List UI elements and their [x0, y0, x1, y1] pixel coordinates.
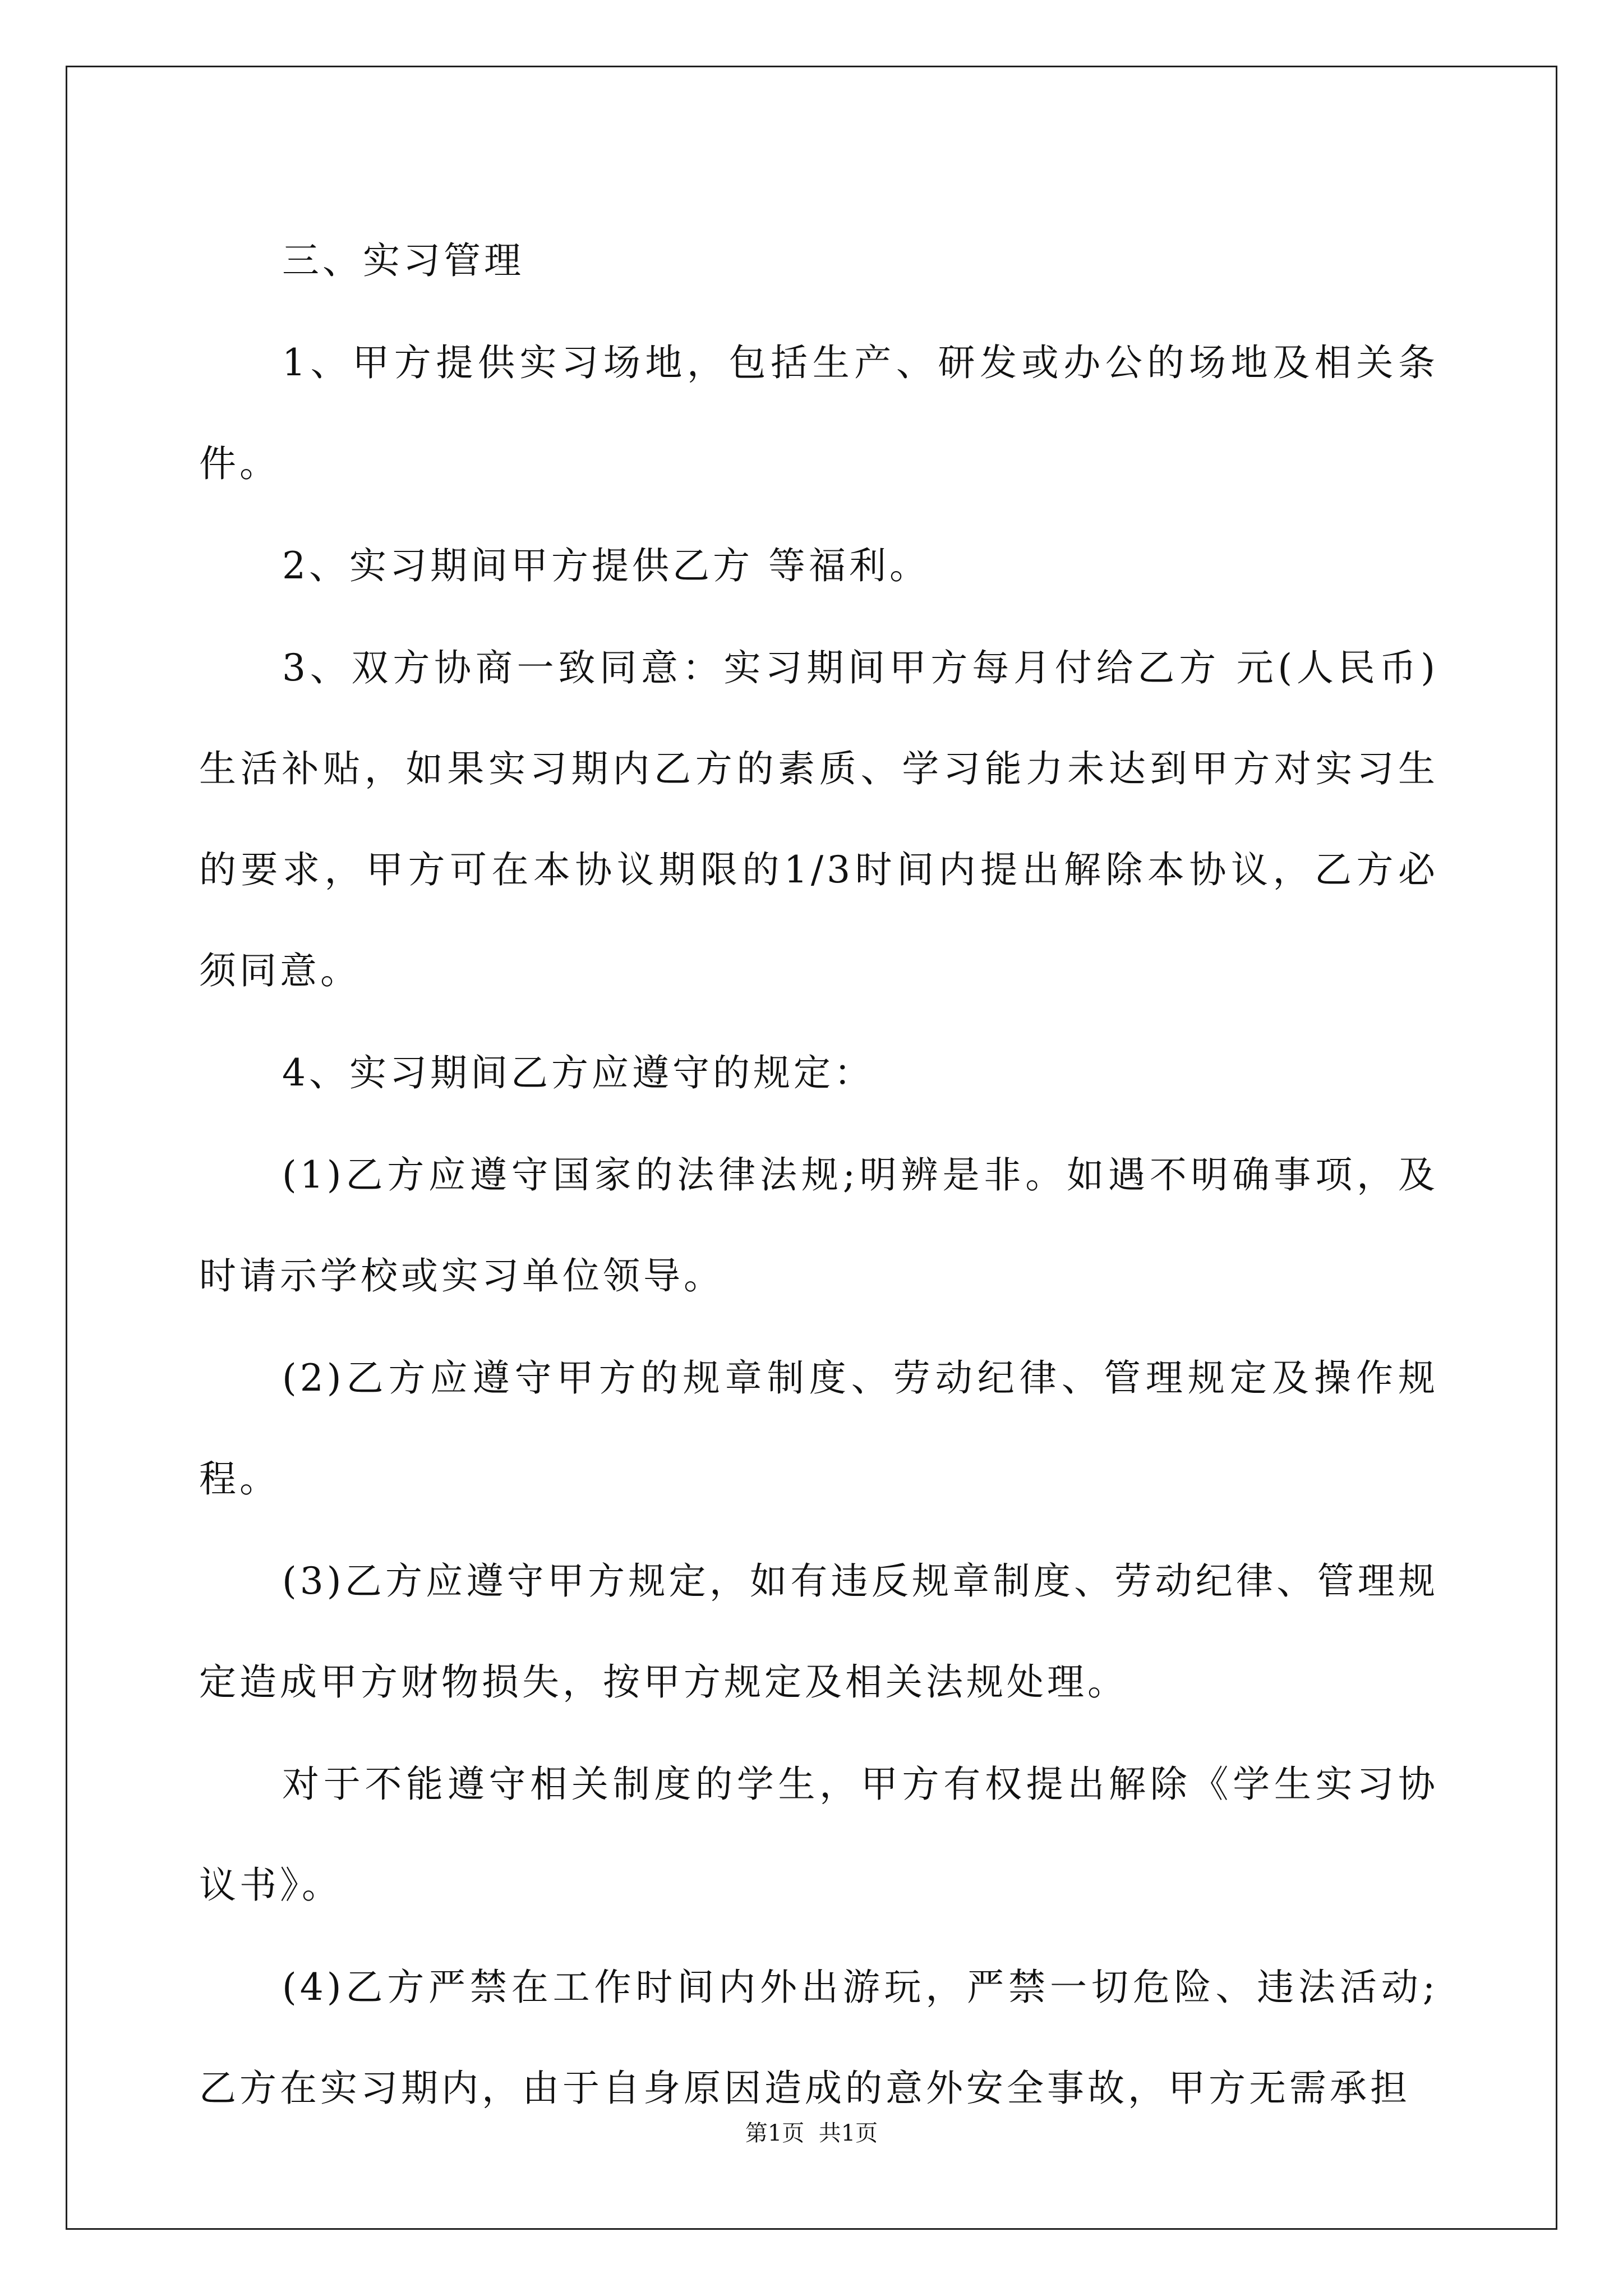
paragraph: (4)乙方严禁在工作时间内外出游玩，严禁一切危险、违法活动;乙方在实习期内，由于自身原因造成的意外安全事故，甲方无需承担: [199, 1966, 1438, 2110]
paragraph: 对于不能遵守相关制度的学生，甲方有权提出解除《学生实习协议书》。: [199, 1763, 1438, 1907]
section-heading: 三、实习管理: [282, 239, 524, 282]
paragraph: 1、甲方提供实习场地，包括生产、研发或办公的场地及相关条件。: [199, 341, 1438, 485]
paragraph: 3、双方协商一致同意：实习期间甲方每月付给乙方 元(人民币)生活补贴，如果实习期内乙方的素质、学习能力未达到甲方对实习生的要求，甲方可在本协议期限的1/3时间内提出解除本协议，乙方必须同意。: [199, 646, 1438, 992]
page-number: 第1页 共1页: [745, 2120, 878, 2146]
paragraph: (1)乙方应遵守国家的法律法规;明辨是非。如遇不明确事项，及时请示学校或实习单位领导。: [199, 1153, 1438, 1297]
paragraph: 2、实习期间甲方提供乙方 等福利。: [282, 544, 930, 587]
document-body: [199, 210, 1438, 2140]
paragraph: 4、实习期间乙方应遵守的规定：: [282, 1051, 874, 1094]
paragraph: (2)乙方应遵守甲方的规章制度、劳动纪律、管理规定及操作规程。: [199, 1356, 1438, 1501]
paragraph: (3)乙方应遵守甲方规定，如有违反规章制度、劳动纪律、管理规定造成甲方财物损失，按甲方规定及相关法规处理。: [199, 1559, 1438, 1704]
